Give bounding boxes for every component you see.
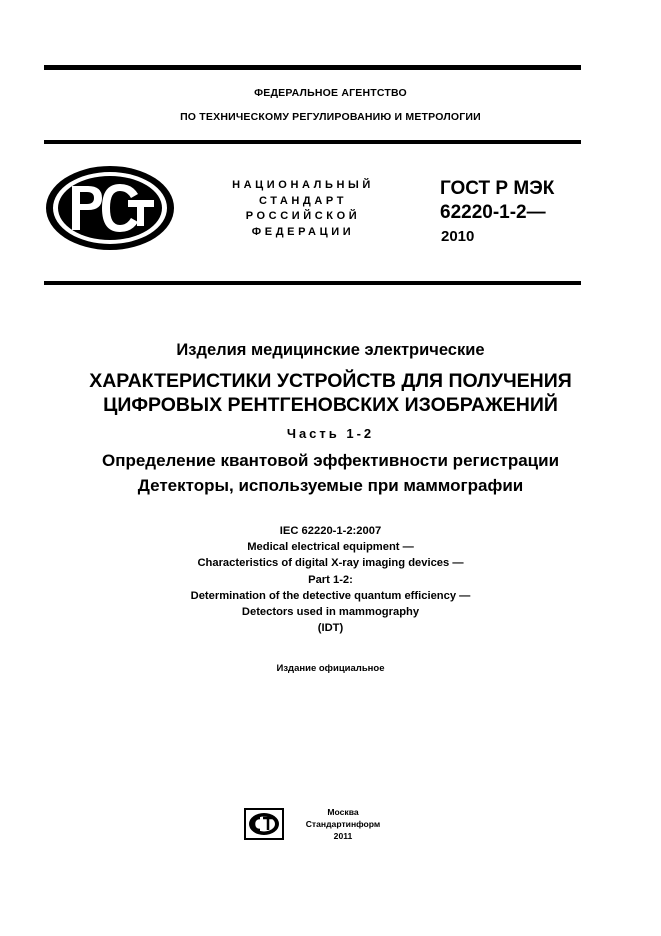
national-line-3: РОССИЙСКОЙ bbox=[245, 210, 361, 222]
gost-designation-line-2: 62220-1-2— bbox=[440, 202, 546, 223]
iec-line-1: IEC 62220-1-2:2007 bbox=[279, 525, 382, 537]
iec-line-3: Characteristics of digital X-ray imaging devices — bbox=[197, 557, 464, 570]
publisher-name: Стандартинформ bbox=[305, 819, 381, 829]
national-line-4: ФЕДЕРАЦИИ bbox=[251, 225, 355, 238]
publisher-block bbox=[298, 806, 388, 842]
iec-line-2: Medical electrical equipment — bbox=[247, 541, 414, 554]
rst-logo-icon bbox=[44, 164, 176, 252]
gost-designation-line-1: ГОСТ Р МЭК bbox=[440, 178, 555, 199]
agency-line-1: ФЕДЕРАЛЬНОЕ АГЕНТСТВО bbox=[254, 87, 407, 99]
standard-rule bbox=[44, 281, 581, 285]
national-standard-text bbox=[208, 178, 398, 240]
publisher-year: 2011 bbox=[333, 831, 353, 841]
iec-block bbox=[0, 523, 661, 636]
national-line-1: НАЦИОНАЛЬНЫЙ bbox=[232, 179, 374, 191]
edition-label: Издание официальное bbox=[276, 663, 385, 674]
part-label: Часть 1-2 bbox=[286, 426, 375, 441]
standartinform-logo-icon bbox=[244, 808, 284, 840]
title-line-3: ЦИФРОВЫХ РЕНТГЕНОВСКИХ ИЗОБРАЖЕНИЙ bbox=[103, 394, 558, 416]
title-line-1: Изделия медицинские электрические bbox=[176, 341, 485, 359]
publisher-city: Москва bbox=[327, 807, 359, 817]
title-line-4: Определение квантовой эффективности регистрации bbox=[101, 451, 560, 470]
top-rule bbox=[44, 65, 581, 70]
national-line-2: СТАНДАРТ bbox=[258, 194, 348, 207]
iec-line-6: Detectors used in mammography bbox=[241, 606, 420, 619]
header-rule bbox=[44, 140, 581, 144]
iec-line-5: Determination of the detective quantum efficiency — bbox=[190, 589, 471, 602]
title-line-2: ХАРАКТЕРИСТИКИ УСТРОЙСТВ ДЛЯ ПОЛУЧЕНИЯ bbox=[89, 370, 572, 392]
gost-year: 2010 bbox=[441, 228, 475, 245]
iec-line-7: (IDT) bbox=[317, 622, 344, 635]
iec-line-4: Part 1-2: bbox=[308, 573, 353, 586]
title-line-5: Детекторы, используемые при маммографии bbox=[137, 476, 524, 495]
agency-line-2: ПО ТЕХНИЧЕСКОМУ РЕГУЛИРОВАНИЮ И МЕТРОЛОГИИ bbox=[180, 111, 481, 123]
